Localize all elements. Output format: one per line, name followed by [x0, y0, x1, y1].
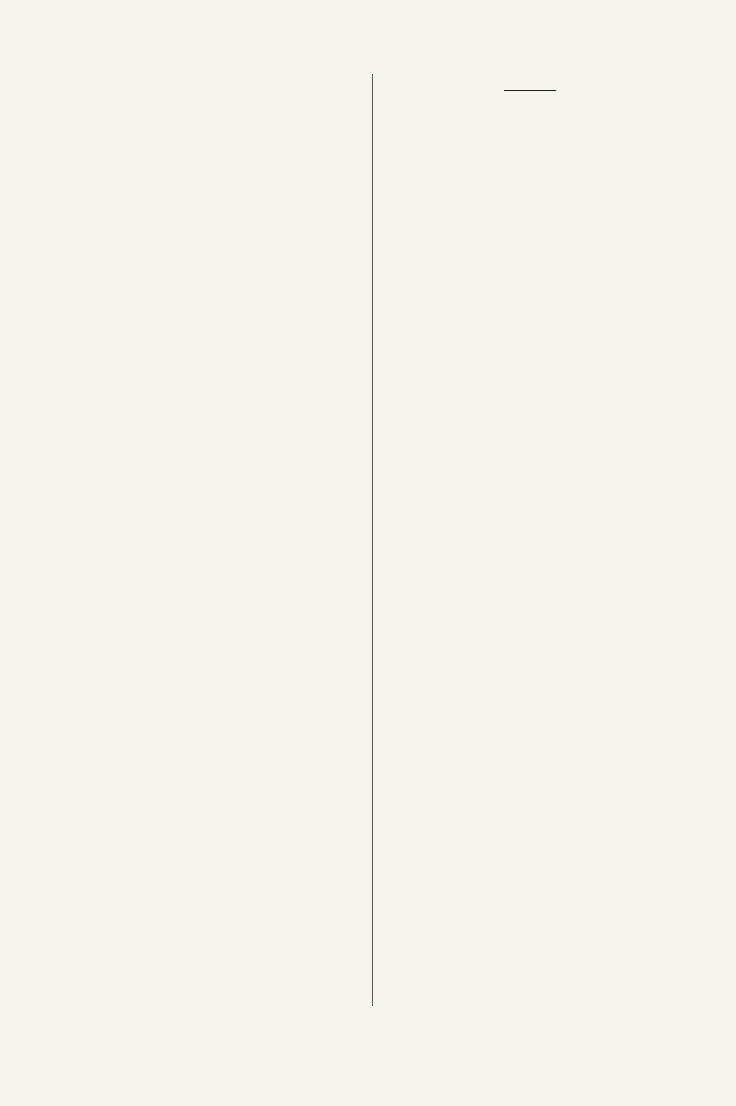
running-header [60, 42, 676, 62]
column-divider [372, 74, 373, 1006]
right-column [376, 72, 694, 117]
section-rule [504, 90, 556, 91]
